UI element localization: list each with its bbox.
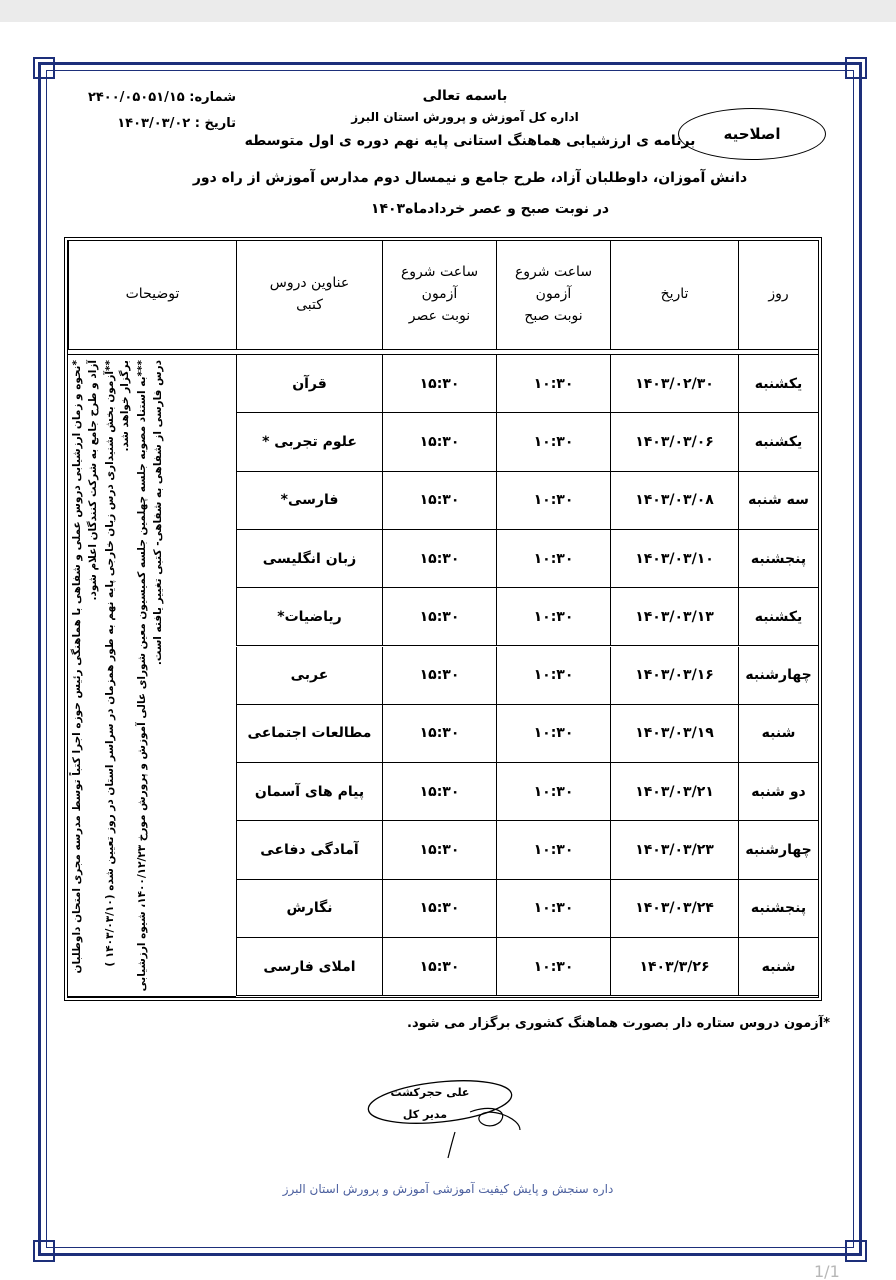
cell-morning-text: ۱۰:۳۰ — [533, 667, 574, 684]
table-cell-day — [738, 763, 818, 821]
cell-day-text: یکشنبه — [754, 433, 803, 450]
header-morning-line: نوبت صبح — [524, 307, 583, 324]
table-cell-date — [610, 355, 738, 413]
table-cell-day — [738, 472, 818, 530]
table-cell-subject — [236, 647, 382, 705]
document-title-line-2: دانش آموزان، داوطلبان آزاد، طرح جامع و نیمسال دوم مدارس آموزش از راه دور — [192, 170, 748, 186]
cell-date-text: ۱۴۰۳/۰۳/۰۶ — [635, 433, 714, 450]
table-cell-morning — [496, 588, 610, 646]
correction-stamp — [678, 108, 826, 160]
table-cell-date — [610, 530, 738, 588]
table-cell-subject — [236, 938, 382, 996]
viewer-top-bar — [0, 0, 896, 22]
table-cell-date — [610, 880, 738, 938]
table-cell-morning — [496, 763, 610, 821]
table-cell-morning — [496, 821, 610, 879]
table-cell-day — [738, 355, 818, 413]
cell-morning-text: ۱۰:۳۰ — [533, 842, 574, 859]
cell-day-text: پنجشنبه — [750, 550, 807, 567]
table-cell-subject — [236, 821, 382, 879]
table-cell-morning — [496, 647, 610, 705]
cell-day-text: چهارشنبه — [745, 842, 812, 859]
table-cell-evening — [382, 355, 496, 413]
cell-subject-text: املای فارسی — [263, 958, 356, 975]
cell-day-text: یکشنبه — [754, 375, 803, 392]
document-title-line-1: برنامه ی ارزشیابی هماهنگ استانی پایه نهم دوره ی اول متوسطه — [244, 133, 696, 149]
cell-date-text: ۱۴۰۳/۰۳/۱۹ — [635, 725, 714, 742]
cell-morning-text: ۱۰:۳۰ — [533, 783, 574, 800]
cell-subject-text: نگارش — [286, 900, 333, 917]
signatory-name: علی حجرکشت — [390, 1086, 470, 1099]
table-cell-subject — [236, 413, 382, 471]
cell-day-text: چهارشنبه — [745, 667, 812, 684]
cell-date-text: ۱۴۰۳/۰۳/۱۶ — [635, 667, 714, 684]
header-day-label: روز — [768, 286, 789, 303]
table-cell-evening — [382, 705, 496, 763]
table-cell-morning — [496, 880, 610, 938]
table-cell-evening — [382, 588, 496, 646]
cell-morning-text: ۱۰:۳۰ — [533, 492, 574, 509]
cell-evening-text: ۱۵:۳۰ — [419, 958, 460, 975]
signatory-title: مدیر کل — [402, 1108, 448, 1121]
table-cell-subject — [236, 588, 382, 646]
header-subject — [236, 241, 382, 349]
table-cell-morning — [496, 705, 610, 763]
cell-morning-text: ۱۰:۳۰ — [533, 608, 574, 625]
cell-day-text: دو شنبه — [751, 783, 806, 800]
cell-evening-text: ۱۵:۳۰ — [419, 725, 460, 742]
cell-day-text: سه شنبه — [748, 492, 809, 509]
header-day — [738, 241, 818, 349]
table-cell-morning — [496, 530, 610, 588]
correction-label: اصلاحیه — [723, 125, 781, 143]
table-cell-subject — [236, 705, 382, 763]
table-cell-evening — [382, 938, 496, 996]
table-cell-day — [738, 821, 818, 879]
cell-date-text: ۱۴۰۳/۰۳/۱۰ — [635, 550, 714, 567]
note-item: *نحوه و زمان ارزشیابی دروس عملی و شفاهی با هماهنگی رئیس حوزه اجرا کتباً توسط مدرسه مجری امتحان داوطلبان آزاد و طرح جامع به شرکت کنندگان اعلام شود. — [71, 360, 99, 974]
table-cell-date — [610, 472, 738, 530]
table-cell-date — [610, 413, 738, 471]
cell-subject-text: قرآن — [292, 375, 327, 392]
cell-day-text: شنبه — [761, 725, 796, 742]
note-item: **آزمون بخش شنیداری درس زبان خارجی پایه نهم به طور همزمان در سراسر استان در روز تعیین شده (۱۴۰۳/۰۳/۱۰ ) برگزار خواهد شد. — [103, 360, 132, 967]
table-cell-evening — [382, 472, 496, 530]
header-evening-line: ساعت شروع — [400, 264, 479, 281]
table-cell-evening — [382, 821, 496, 879]
table-cell-day — [738, 647, 818, 705]
letter-number-value: ۲۴۰۰/۰۵۰۵۱/۱۵ — [87, 90, 185, 105]
letter-date — [86, 116, 236, 131]
cell-evening-text: ۱۵:۳۰ — [419, 608, 460, 625]
cell-morning-text: ۱۰:۳۰ — [533, 725, 574, 742]
cell-subject-text: علوم تجربی * — [262, 433, 357, 450]
header-notes-label: توضیحات — [125, 286, 180, 303]
cell-subject-text: آمادگی دفاعی — [260, 842, 359, 859]
page-indicator: 1/1 — [814, 1262, 840, 1280]
header-evening-line: نوبت عصر — [408, 307, 471, 324]
header-morning-line: ساعت شروع — [514, 264, 593, 281]
table-cell-date — [610, 763, 738, 821]
table-cell-date — [610, 938, 738, 996]
table-cell-evening — [382, 880, 496, 938]
header-morning-line: آزمون — [535, 286, 572, 303]
cell-date-text: ۱۴۰۳/۰۲/۳۰ — [635, 375, 714, 392]
letter-date-value: ۱۴۰۳/۰۳/۰۲ — [117, 116, 191, 131]
cell-date-text: ۱۴۰۳/۳/۲۶ — [639, 958, 710, 975]
note-item: ***به استناد مصوبه جلسه چهلمین جلسه کمیسیون معین شورای عالی آموزش و پرورش مورخ ۱۴۰۰/۱۲/۲۳، شیوه ارزشیابی درس فارسی از شفاهی به شفاهی- کتبی تغییر یافته است. — [136, 360, 164, 992]
table-cell-date — [610, 821, 738, 879]
cell-subject-text: ریاضیات* — [277, 608, 342, 625]
table-cell-morning — [496, 413, 610, 471]
header-date — [610, 241, 738, 349]
table-cell-date — [610, 588, 738, 646]
table-cell-subject — [236, 880, 382, 938]
letter-number — [66, 90, 236, 105]
cell-morning-text: ۱۰:۳۰ — [533, 375, 574, 392]
cell-subject-text: مطالعات اجتماعی — [247, 725, 372, 742]
cell-evening-text: ۱۵:۳۰ — [419, 667, 460, 684]
table-cell-day — [738, 588, 818, 646]
table-cell-morning — [496, 938, 610, 996]
header-evening-line: آزمون — [421, 286, 458, 303]
table-cell-evening — [382, 647, 496, 705]
table-cell-evening — [382, 763, 496, 821]
table-cell-subject — [236, 472, 382, 530]
table-cell-subject — [236, 355, 382, 413]
header-date-label: تاریخ — [660, 286, 689, 303]
document-title-line-3: در نوبت صبح و عصر خردادماه۱۴۰۳ — [370, 201, 610, 217]
table-cell-subject — [236, 763, 382, 821]
header-morning — [496, 241, 610, 349]
table-cell-morning — [496, 355, 610, 413]
exam-schedule-table — [64, 237, 822, 1001]
table-cell-evening — [382, 530, 496, 588]
header-notes — [68, 241, 236, 349]
table-cell-day — [738, 413, 818, 471]
cell-subject-text: زبان انگلیسی — [262, 550, 357, 567]
header-subject-line: کتبی — [296, 297, 323, 313]
cell-evening-text: ۱۵:۳۰ — [419, 375, 460, 392]
cell-date-text: ۱۴۰۳/۰۳/۲۳ — [635, 842, 714, 859]
cell-date-text: ۱۴۰۳/۰۳/۱۳ — [635, 608, 714, 625]
cell-evening-text: ۱۵:۳۰ — [419, 783, 460, 800]
header-evening — [382, 241, 496, 349]
cell-date-text: ۱۴۰۳/۰۳/۲۴ — [635, 900, 714, 917]
cell-morning-text: ۱۰:۳۰ — [533, 958, 574, 975]
footer-department: داره سنجش و پایش کیفیت آموزشی آموزش و پرورش استان البرز — [282, 1182, 614, 1196]
table-cell-morning — [496, 472, 610, 530]
table-cell-date — [610, 705, 738, 763]
cell-subject-text: پیام های آسمان — [254, 783, 365, 800]
cell-date-text: ۱۴۰۳/۰۳/۰۸ — [635, 492, 714, 509]
table-cell-day — [738, 705, 818, 763]
table-cell-day — [738, 938, 818, 996]
table-cell-date — [610, 647, 738, 705]
cell-day-text: یکشنبه — [754, 608, 803, 625]
cell-date-text: ۱۴۰۳/۰۳/۲۱ — [635, 783, 714, 800]
cell-morning-text: ۱۰:۳۰ — [533, 900, 574, 917]
table-cell-day — [738, 880, 818, 938]
cell-evening-text: ۱۵:۳۰ — [419, 433, 460, 450]
table-cell-evening — [382, 413, 496, 471]
table-cell-subject — [236, 530, 382, 588]
cell-day-text: پنجشنبه — [750, 900, 807, 917]
table-cell-day — [738, 530, 818, 588]
cell-evening-text: ۱۵:۳۰ — [419, 842, 460, 859]
notes-text — [68, 356, 236, 996]
notes-column — [68, 355, 236, 997]
letter-number-label: شماره: — [189, 90, 236, 105]
cell-subject-text: فارسی* — [280, 492, 339, 509]
cell-subject-text: عربی — [290, 667, 329, 684]
header-subject-line: عناوین دروس — [269, 275, 350, 292]
cell-evening-text: ۱۵:۳۰ — [419, 900, 460, 917]
cell-day-text: شنبه — [761, 958, 796, 975]
cell-morning-text: ۱۰:۳۰ — [533, 433, 574, 450]
office-name: اداره کل آموزش و پرورش استان البرز — [351, 110, 579, 124]
letter-date-label: تاریخ : — [194, 116, 236, 131]
cell-evening-text: ۱۵:۳۰ — [419, 492, 460, 509]
footnote: *آزمون دروس ستاره دار بصورت هماهنگ کشوری برگزار می شود. — [407, 1016, 830, 1031]
bismillah-heading: باسمه تعالی — [422, 88, 508, 104]
cell-morning-text: ۱۰:۳۰ — [533, 550, 574, 567]
cell-evening-text: ۱۵:۳۰ — [419, 550, 460, 567]
